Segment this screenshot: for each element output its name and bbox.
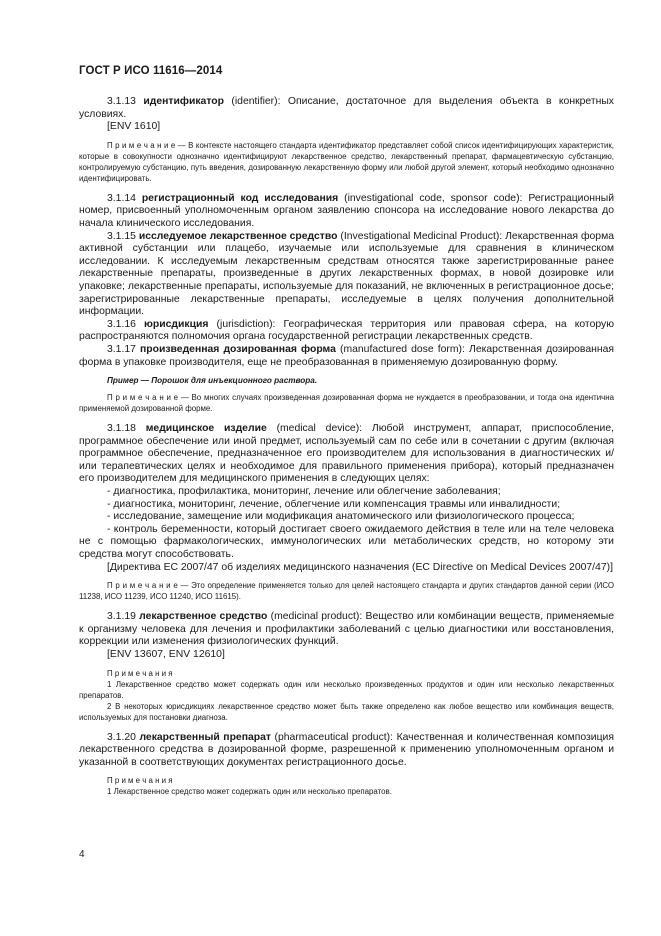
note-item: 2 В некоторых юрисдикциях лекарственное средство может быть также определено как любое вещество или комбинация веществ, используемых для постановки диагноза. [79,701,614,722]
entry-term: медицинское изделие [145,423,267,435]
list-item: - исследование, замещение или модификация анатомического или физиологического процесса; [107,511,575,523]
document-body [79,96,614,797]
entry-definition: (identifier): Описание, достаточное для выделения объекта в конкретных условиях. [79,96,614,120]
note-item: 1 Лекарственное средство может содержать один или несколько произведенных продуктов и один или несколько лекарственных препаратов. [79,679,614,700]
entry-definition: (jurisdiction): Географическая территория или правовая сфера, на которую распространяются полномочия органа государственной регистрации лекарственных средств. [79,318,615,343]
entry-number: 3.1.17 [107,343,136,355]
entry-3-1-15 [79,231,614,319]
note-label: П р и м е ч а н и е [107,393,179,403]
note-text: — Во многих случаях произведенная дозированная форма не нуждается в преобразовании, и тогда она идентична применяемой дозированной форме. [79,393,614,414]
entry-number: 3.1.14 [107,192,136,204]
entry-note [79,392,614,414]
entry-note [79,140,614,184]
document-header: ГОСТ Р ИСО 11616—2014 [79,65,223,77]
note-text: — В контексте настоящего стандарта идентификатор представляет собой список идентифицирующих характеристик, которые в совокупности однозначно идентифицируют лекарственное средство, лекарственный препарат, фармацевтическую субстанцию, контролируемую субстанцию, путь введения, дозированную лекарственную форму или любой другой элемент, который необходимо однозначно идентифицировать. [79,140,614,183]
list-item: - диагностика, профилактика, мониторинг, лечение или облегчение заболевания; [107,486,501,498]
entry-term: регистрационный код исследования [141,192,339,204]
entry-3-1-16 [79,319,614,344]
entry-3-1-19 [79,611,614,649]
note-label: П р и м е ч а н и е [107,581,178,591]
note-label: П р и м е ч а н и е [107,140,176,150]
entry-definition: (Investigational Medicinal Product): Лекарственная форма активной субстанции или плацебо, изучаемые или используемые для сравнения в клиническом исследовании. К исследуемым лекарственным средствам относятся также зарегистрированные ранее лекарственные препараты, произведенные в других лекарственных формах, в новой дозировке или упаковке; лекарственные препараты, используемые для показаний, не включенных в регистрационное досье; зарегистрированные лекарственные препараты, исследуемые в целях получения дополнительной информации. [79,230,614,318]
notes-label: П р и м е ч а н и я [107,776,173,786]
entry-reference: [ENV 13607, ENV 12610] [107,649,225,660]
note-text: — Это определение применяется только для целей настоящего стандарта и других стандартов данной серии (ИСО 11238, ИСО 11239, ИСО 11240, ИСО 11615). [79,581,614,602]
entry-number: 3.1.18 [107,423,136,435]
list-item: - диагностика, мониторинг, лечение, облегчение или компенсация травмы или инвалидности; [107,498,561,510]
notes-label: П р и м е ч а н и я [107,668,173,678]
list-item: - контроль беременности, который достигает своего ожидаемого действия в теле или на теле человека не с помощью фармакологических, иммунологических или метаболических средств, но которому эти средства могут способствовать. [79,523,614,561]
entry-term: произведенная дозированная форма [140,343,336,355]
entry-3-1-14 [79,193,614,231]
entry-definition: (pharmaceutical product): Качественная и количественная композиция лекарственного средства в дозированной форме, разрешенной к применению уполномоченным органом и указанной в соответствующих документах регистрационного досье. [79,731,614,768]
entry-number: 3.1.20 [107,731,136,743]
entry-term: идентификатор [143,96,224,107]
entry-term: юрисдикция [144,318,209,330]
entry-reference: [Директива ЕС 2007/47 об изделиях медицинского назначения (EC Directive on Medical Devices 2007/47)] [107,561,613,573]
note-item: 1 Лекарственное средство может содержать один или несколько препаратов. [107,787,392,797]
entry-definition: (manufactured dose form): Лекарственная дозированная форма в упаковке производителя, еще не преобразованная в применяемую дозированную форму. [79,343,614,368]
entry-number: 3.1.16 [107,318,136,330]
entry-term: исследуемое лекарственное средство [138,230,338,242]
entry-3-1-17 [79,344,614,369]
entry-reference: [ENV 1610] [107,121,161,133]
page-number: 4 [79,849,85,860]
entry-definition: (medical device): Любой инструмент, аппарат, приспособление, программное обеспечение или иной предмет, используемый сам по себе или в сочетании с другим (включая программное обеспечение, предназначенное его производителем для использования в диагностических и/или терапевтических целях и необходимое для правильного применения прибора), который предназначен его производителем для медицинского применения в следующих целях: [79,423,614,485]
entry-example: Пример — Порошок для инъекционного раствора. [107,376,318,386]
entry-definition: (investigational code, sponsor code): Регистрационный номер, присвоенный уполномоченным органом заявлению спонсора на исследование нового лекарства до начала клинического исследования. [79,192,614,229]
entry-note [79,580,614,602]
entry-definition: (medicinal product): Вещество или комбинации веществ, применяемые к организму человека для лечения и профилактики заболеваний с целью диагностики или восстановления, коррекции или изменения физиологических функций. [79,611,615,648]
entry-term: лекарственное средство [139,611,268,623]
entry-number: 3.1.19 [107,611,136,623]
entry-3-1-18 [79,423,614,486]
entry-3-1-13 [79,96,614,121]
entry-number: 3.1.13 [107,96,136,107]
entry-3-1-20 [79,732,614,770]
entry-term: лекарственный препарат [139,731,271,743]
entry-number: 3.1.15 [107,230,136,242]
